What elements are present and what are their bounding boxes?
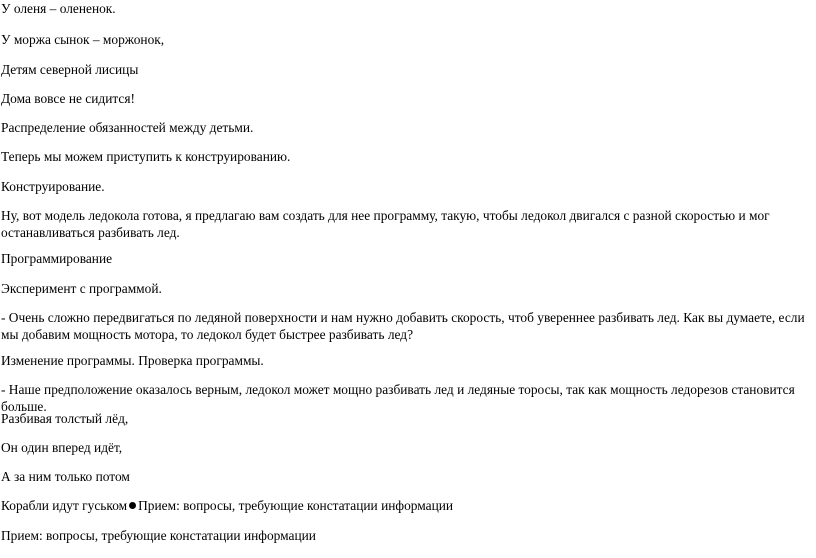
paragraph-17-rest: Прием: вопросы, требующие констатации информации — [138, 498, 454, 513]
paragraph-3: Детям северной лисицы — [1, 62, 139, 77]
paragraph-6: Теперь мы можем приступить к конструированию. — [1, 149, 291, 164]
paragraph-17-start: Корабли идут гуськом — [1, 498, 128, 513]
paragraph-7: Конструирование. — [1, 179, 105, 194]
paragraph-11: - Очень сложно передвигаться по ледяной поверхности и нам нужно добавить скорость, чтоб увереннее разбивать лед. Как вы думаете, если мы добавим мощность мотора, то ледокол будет быстрее разбивать лед? — [1, 310, 805, 342]
paragraph-5: Распределение обязанностей между детьми. — [1, 120, 254, 135]
paragraph-10: Эксперимент с программой. — [1, 281, 162, 296]
paragraph-2: У моржа сынок – моржонок, — [1, 32, 165, 47]
paragraph-16: А за ним только потом — [1, 469, 130, 484]
bullet-icon — [129, 502, 136, 509]
paragraph-14: Разбивая толстый лёд, — [1, 411, 129, 426]
paragraph-9: Программирование — [1, 251, 113, 266]
paragraph-12: Изменение программы. Проверка программы. — [1, 353, 264, 368]
paragraph-8: Ну, вот модель ледокола готова, я предлагаю вам создать для нее программу, такую, чтобы ледокол двигался с разной скоростью и мог останавливаться разбивать лед. — [1, 208, 770, 240]
paragraph-18: Прием: вопросы, требующие констатации информации — [1, 528, 316, 543]
paragraph-1: У оленя – олененок. — [1, 1, 116, 16]
paragraph-17 — [1, 497, 806, 514]
paragraph-13: - Наше предположение оказалось верным, ледокол может мощно разбивать лед и ледяные торосы, так как мощность ледорезов становится больше. — [1, 382, 795, 414]
paragraph-4: Дома вовсе не сидится! — [1, 91, 135, 106]
paragraph-15: Он один вперед идёт, — [1, 440, 123, 455]
